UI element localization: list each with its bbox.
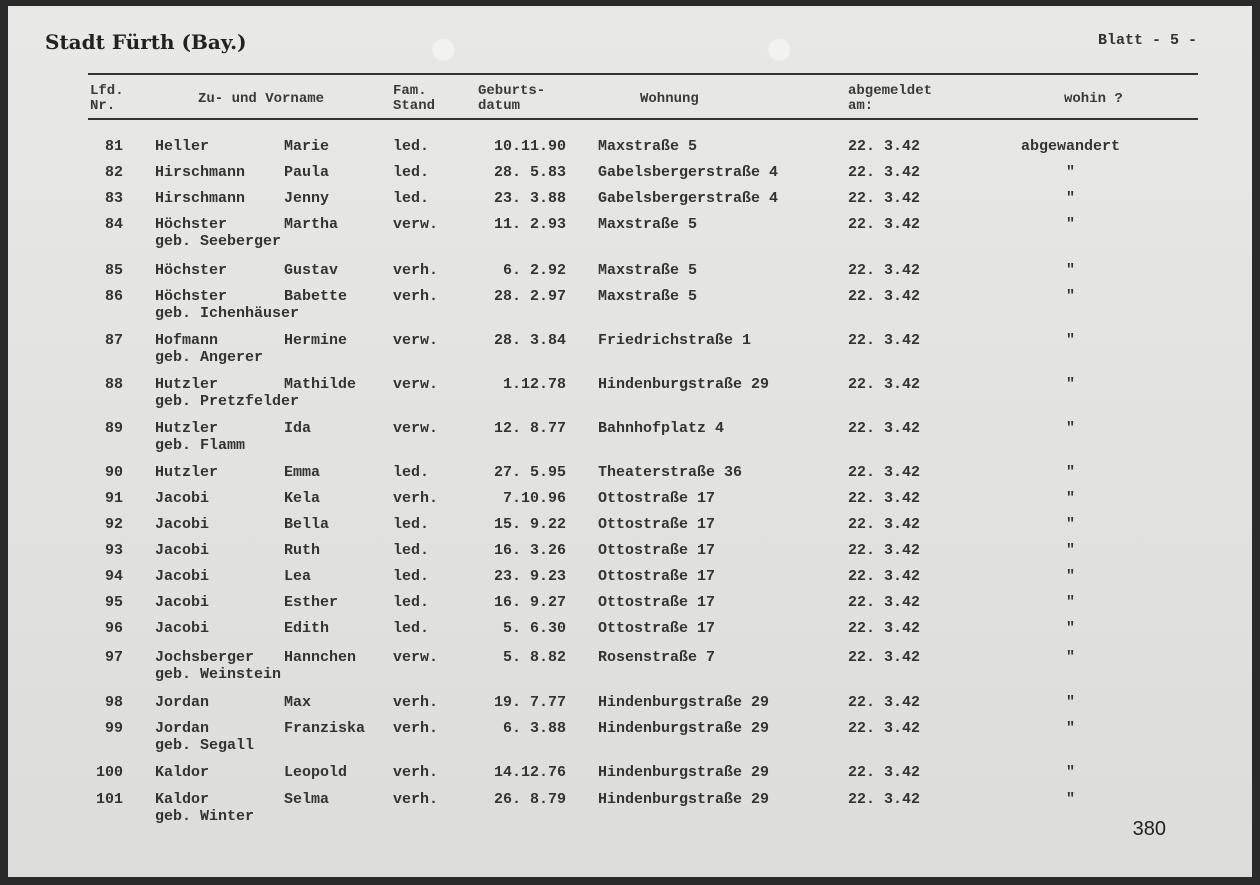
birth-date: 14.12.76	[493, 764, 566, 781]
birth-date: 6. 3.88	[502, 720, 566, 737]
destination: "	[1065, 694, 1075, 711]
row-number: 93	[104, 542, 123, 559]
row-number: 95	[104, 594, 123, 611]
birth-date: 12. 8.77	[493, 420, 566, 437]
marital-status: verh.	[393, 694, 439, 711]
address: Hindenburgstraße 29	[598, 694, 770, 711]
marital-status: verh.	[393, 262, 439, 279]
first-name: Martha	[284, 216, 339, 233]
surname: Jordan	[155, 694, 210, 711]
document-sheet	[8, 6, 1252, 877]
address: Hindenburgstraße 29	[598, 720, 770, 737]
deregistered-date: 22. 3.42	[848, 332, 921, 349]
column-header-date: Geburts- datum	[478, 83, 546, 114]
surname: Hofmann	[155, 332, 219, 349]
destination: "	[1065, 490, 1075, 507]
first-name: Leopold	[284, 764, 348, 781]
birth-date: 27. 5.95	[493, 464, 566, 481]
first-name: Jenny	[284, 190, 330, 207]
first-name: Marie	[284, 138, 330, 155]
destination: "	[1065, 464, 1075, 481]
row-number: 99	[104, 720, 123, 737]
birth-date: 10.11.90	[493, 138, 566, 155]
surname: Höchster	[155, 262, 228, 279]
surname: Jacobi	[155, 620, 210, 637]
deregistered-date: 22. 3.42	[848, 216, 921, 233]
marital-status: verw.	[393, 649, 439, 666]
deregistered-date: 22. 3.42	[848, 490, 921, 507]
destination: "	[1065, 764, 1075, 781]
first-name: Franziska	[284, 720, 366, 737]
birth-name: geb. Angerer	[155, 349, 264, 366]
deregistered-date: 22. 3.42	[848, 720, 921, 737]
address: Bahnhofplatz 4	[598, 420, 725, 437]
birth-date: 28. 5.83	[493, 164, 566, 181]
address: Theaterstraße 36	[598, 464, 743, 481]
first-name: Babette	[284, 288, 348, 305]
address: Ottostraße 17	[598, 620, 716, 637]
marital-status: led.	[393, 516, 430, 533]
birth-name: geb. Segall	[155, 737, 255, 754]
first-name: Paula	[284, 164, 330, 181]
destination: "	[1065, 516, 1075, 533]
row-number: 92	[104, 516, 123, 533]
marital-status: verh.	[393, 288, 439, 305]
deregistered-date: 22. 3.42	[848, 516, 921, 533]
first-name: Selma	[284, 791, 330, 808]
surname: Jacobi	[155, 490, 210, 507]
destination: "	[1065, 164, 1075, 181]
deregistered-date: 22. 3.42	[848, 568, 921, 585]
row-number: 96	[104, 620, 123, 637]
row-number: 89	[104, 420, 123, 437]
address: Friedrichstraße 1	[598, 332, 752, 349]
address: Maxstraße 5	[598, 288, 698, 305]
surname: Jacobi	[155, 516, 210, 533]
destination: "	[1065, 620, 1075, 637]
row-number: 82	[104, 164, 123, 181]
address: Ottostraße 17	[598, 594, 716, 611]
deregistered-date: 22. 3.42	[848, 288, 921, 305]
address: Hindenburgstraße 29	[598, 376, 770, 393]
deregistered-date: 22. 3.42	[848, 620, 921, 637]
column-header-stand: Fam. Stand	[393, 83, 436, 114]
row-number: 91	[104, 490, 123, 507]
surname: Hutzler	[155, 464, 219, 481]
birth-date: 28. 2.97	[493, 288, 566, 305]
address: Gabelsbergerstraße 4	[598, 190, 779, 207]
address: Ottostraße 17	[598, 516, 716, 533]
marital-status: led.	[393, 164, 430, 181]
first-name: Esther	[284, 594, 339, 611]
row-number: 94	[104, 568, 123, 585]
deregistered-date: 22. 3.42	[848, 190, 921, 207]
surname: Höchster	[155, 288, 228, 305]
marital-status: verh.	[393, 791, 439, 808]
birth-date: 11. 2.93	[493, 216, 566, 233]
address: Hindenburgstraße 29	[598, 764, 770, 781]
surname: Kaldor	[155, 791, 210, 808]
destination: "	[1065, 262, 1075, 279]
birth-date: 7.10.96	[502, 490, 566, 507]
row-number: 84	[104, 216, 123, 233]
first-name: Edith	[284, 620, 330, 637]
marital-status: verw.	[393, 332, 439, 349]
document-title: Stadt Fürth (Bay.)	[45, 30, 247, 54]
marital-status: led.	[393, 568, 430, 585]
marital-status: verw.	[393, 420, 439, 437]
destination: "	[1065, 791, 1075, 808]
marital-status: led.	[393, 138, 430, 155]
first-name: Max	[284, 694, 312, 711]
marital-status: verh.	[393, 764, 439, 781]
surname: Kaldor	[155, 764, 210, 781]
deregistered-date: 22. 3.42	[848, 594, 921, 611]
destination: "	[1065, 288, 1075, 305]
deregistered-date: 22. 3.42	[848, 694, 921, 711]
destination: "	[1065, 594, 1075, 611]
first-name: Ruth	[284, 542, 321, 559]
marital-status: led.	[393, 464, 430, 481]
surname: Hutzler	[155, 420, 219, 437]
surname: Höchster	[155, 216, 228, 233]
destination: abgewandert	[1020, 138, 1121, 155]
column-header-address: Wohnung	[640, 91, 699, 107]
birth-date: 19. 7.77	[493, 694, 566, 711]
deregistered-date: 22. 3.42	[848, 464, 921, 481]
marital-status: verw.	[393, 376, 439, 393]
destination: "	[1065, 568, 1075, 585]
birth-name: geb. Ichenhäuser	[155, 305, 300, 322]
surname: Jacobi	[155, 542, 210, 559]
address: Rosenstraße 7	[598, 649, 716, 666]
row-number: 87	[104, 332, 123, 349]
header-rule-bottom	[88, 118, 1198, 120]
column-header-nr: Lfd. Nr.	[90, 83, 124, 114]
column-header-destination: wohin ?	[1064, 91, 1123, 107]
deregistered-date: 22. 3.42	[848, 542, 921, 559]
row-number: 98	[104, 694, 123, 711]
birth-date: 6. 2.92	[502, 262, 566, 279]
birth-name: geb. Seeberger	[155, 233, 282, 250]
row-number: 86	[104, 288, 123, 305]
birth-date: 1.12.78	[502, 376, 566, 393]
birth-name: geb. Flamm	[155, 437, 246, 454]
address: Ottostraße 17	[598, 542, 716, 559]
destination: "	[1065, 376, 1075, 393]
address: Ottostraße 17	[598, 568, 716, 585]
first-name: Mathilde	[284, 376, 357, 393]
marital-status: led.	[393, 542, 430, 559]
first-name: Kela	[284, 490, 321, 507]
birth-date: 5. 8.82	[502, 649, 566, 666]
row-number: 97	[104, 649, 123, 666]
destination: "	[1065, 190, 1075, 207]
marital-status: verh.	[393, 720, 439, 737]
surname: Jacobi	[155, 568, 210, 585]
row-number: 90	[104, 464, 123, 481]
surname: Hutzler	[155, 376, 219, 393]
row-number: 101	[95, 791, 123, 808]
marital-status: led.	[393, 190, 430, 207]
birth-date: 23. 9.23	[493, 568, 566, 585]
deregistered-date: 22. 3.42	[848, 376, 921, 393]
destination: "	[1065, 332, 1075, 349]
deregistered-date: 22. 3.42	[848, 420, 921, 437]
row-number: 100	[95, 764, 123, 781]
row-number: 85	[104, 262, 123, 279]
row-number: 81	[104, 138, 123, 155]
row-number: 88	[104, 376, 123, 393]
birth-name: geb. Winter	[155, 808, 255, 825]
birth-name: geb. Weinstein	[155, 666, 282, 683]
first-name: Lea	[284, 568, 312, 585]
deregistered-date: 22. 3.42	[848, 262, 921, 279]
column-header-deregistered: abgemeldet am:	[848, 83, 933, 114]
deregistered-date: 22. 3.42	[848, 764, 921, 781]
address: Maxstraße 5	[598, 216, 698, 233]
deregistered-date: 22. 3.42	[848, 649, 921, 666]
birth-date: 23. 3.88	[493, 190, 566, 207]
header-rule-top	[88, 73, 1198, 75]
birth-date: 16. 3.26	[493, 542, 566, 559]
birth-date: 26. 8.79	[493, 791, 566, 808]
marital-status: led.	[393, 620, 430, 637]
surname: Jordan	[155, 720, 210, 737]
first-name: Hermine	[284, 332, 348, 349]
address: Maxstraße 5	[598, 138, 698, 155]
address: Gabelsbergerstraße 4	[598, 164, 779, 181]
birth-date: 28. 3.84	[493, 332, 566, 349]
first-name: Gustav	[284, 262, 339, 279]
marital-status: led.	[393, 594, 430, 611]
sheet-number: Blatt - 5 -	[1097, 32, 1197, 49]
surname: Hirschmann	[155, 164, 246, 181]
first-name: Emma	[284, 464, 321, 481]
first-name: Hannchen	[284, 649, 357, 666]
surname: Heller	[155, 138, 210, 155]
surname: Jacobi	[155, 594, 210, 611]
destination: "	[1065, 420, 1075, 437]
first-name: Bella	[284, 516, 330, 533]
birth-date: 16. 9.27	[493, 594, 566, 611]
destination: "	[1065, 649, 1075, 666]
column-header-name: Zu- und Vorname	[198, 91, 325, 107]
deregistered-date: 22. 3.42	[848, 791, 921, 808]
birth-date: 5. 6.30	[502, 620, 566, 637]
destination: "	[1065, 542, 1075, 559]
row-number: 83	[104, 190, 123, 207]
surname: Jochsberger	[155, 649, 255, 666]
address: Maxstraße 5	[598, 262, 698, 279]
marital-status: verw.	[393, 216, 439, 233]
page-number: 380	[1132, 818, 1166, 840]
marital-status: verh.	[393, 490, 439, 507]
destination: "	[1065, 720, 1075, 737]
address: Hindenburgstraße 29	[598, 791, 770, 808]
deregistered-date: 22. 3.42	[848, 138, 921, 155]
destination: "	[1065, 216, 1075, 233]
address: Ottostraße 17	[598, 490, 716, 507]
deregistered-date: 22. 3.42	[848, 164, 921, 181]
birth-date: 15. 9.22	[493, 516, 566, 533]
first-name: Ida	[284, 420, 312, 437]
birth-name: geb. Pretzfelder	[155, 393, 300, 410]
surname: Hirschmann	[155, 190, 246, 207]
